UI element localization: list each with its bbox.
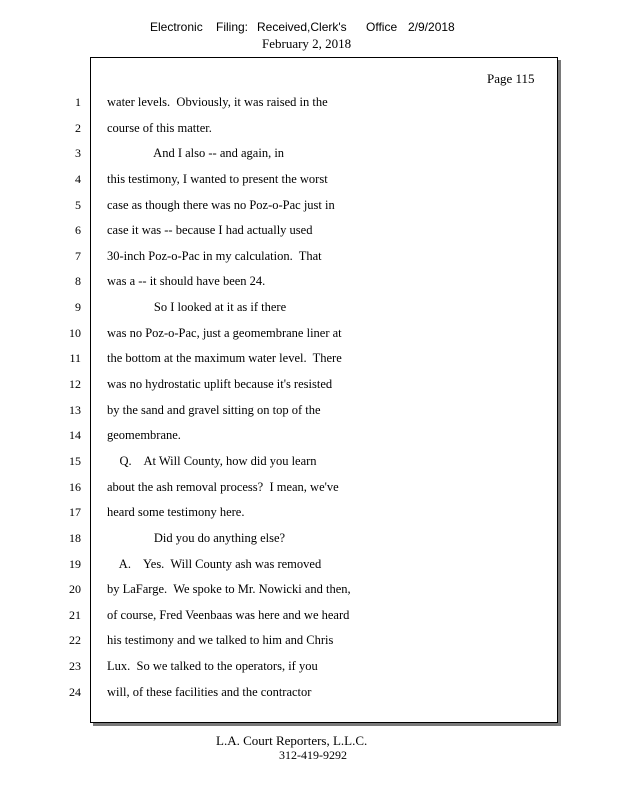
transcript-line [0, 683, 618, 709]
line-number: 8 [75, 274, 81, 289]
filing-stamp-received: Received,Clerk's [257, 20, 347, 34]
line-text: was no Poz-o-Pac, just a geomembrane liner at [107, 325, 342, 340]
line-text: 30-inch Poz-o-Pac in my calculation. That [107, 248, 322, 263]
line-number: 9 [75, 300, 81, 315]
line-text: this testimony, I wanted to present the worst [107, 171, 328, 186]
line-text: course of this matter. [107, 120, 212, 135]
line-number: 23 [69, 659, 81, 674]
line-number: 6 [75, 223, 81, 238]
line-text: by the sand and gravel sitting on top of the [107, 402, 321, 417]
transcript-line [0, 93, 618, 119]
filing-stamp-date: 2/9/2018 [408, 20, 455, 34]
line-text: about the ash removal process? I mean, we've [107, 479, 339, 494]
line-text: Did you do anything else? [107, 530, 286, 545]
line-number: 12 [69, 377, 81, 392]
transcript-line [0, 119, 618, 145]
line-number: 3 [75, 146, 81, 161]
transcript-line [0, 555, 618, 581]
filing-stamp-electronic: Electronic [150, 20, 203, 34]
line-number: 19 [69, 556, 81, 571]
transcript-line [0, 478, 618, 504]
transcript-line [0, 221, 618, 247]
line-text: Lux. So we talked to the operators, if you [107, 659, 318, 674]
line-number: 17 [69, 505, 81, 520]
line-number: 14 [69, 428, 81, 443]
transcript-line [0, 452, 618, 478]
transcript-line [0, 657, 618, 683]
line-text: A. Yes. Will County ash was removed [107, 556, 322, 571]
transcript-line [0, 631, 618, 657]
line-number: 2 [75, 120, 81, 135]
filing-stamp-office: Office [366, 20, 398, 34]
line-text: water levels. Obviously, it was raised in the [107, 95, 328, 109]
line-number: 5 [75, 197, 81, 212]
line-text: So I looked at it as if there [107, 300, 287, 315]
transcript-line [0, 580, 618, 606]
line-text: will, of these facilities and the contractor [107, 684, 312, 699]
line-text: the bottom at the maximum water level. There [107, 351, 342, 366]
line-number: 16 [69, 479, 81, 494]
transcript-line [0, 247, 618, 273]
line-number: 10 [69, 325, 81, 340]
transcript-line [0, 170, 618, 196]
page-number: Page 115 [487, 71, 535, 86]
line-number: 7 [75, 248, 81, 263]
transcript-line [0, 349, 618, 375]
line-text: was a -- it should have been 24. [107, 274, 266, 289]
line-text: was no hydrostatic uplift because it's resisted [107, 377, 333, 392]
transcript-line [0, 298, 618, 324]
transcript-line [0, 144, 618, 170]
line-text: heard some testimony here. [107, 505, 245, 520]
line-text: case as though there was no Poz-o-Pac just in [107, 197, 335, 212]
transcript-lines [0, 93, 618, 708]
transcript-line [0, 529, 618, 555]
line-number: 18 [69, 530, 81, 545]
transcript-line [0, 426, 618, 452]
footer-phone: 312-419-9292 [279, 748, 347, 762]
transcript-line [0, 606, 618, 632]
line-number: 22 [69, 633, 81, 648]
line-number: 11 [69, 351, 81, 366]
line-text: Q. At Will County, how did you learn [107, 453, 317, 468]
line-text: case it was -- because I had actually used [107, 223, 313, 238]
line-text: his testimony and we talked to him and Chris [107, 633, 334, 648]
transcript-line [0, 375, 618, 401]
line-text: geomembrane. [107, 428, 181, 443]
line-number: 24 [69, 684, 81, 699]
filing-date: February 2, 2018 [262, 36, 352, 51]
transcript-line [0, 503, 618, 529]
footer-company: L.A. Court Reporters, L.L.C. [216, 733, 368, 748]
line-number: 20 [69, 582, 81, 597]
transcript-line [0, 196, 618, 222]
line-number: 15 [69, 453, 81, 468]
transcript-line [0, 272, 618, 298]
filing-stamp-filing: Filing: [216, 20, 249, 34]
line-text: of course, Fred Veenbaas was here and we heard [107, 607, 350, 622]
line-number: 1 [75, 95, 81, 109]
line-text: And I also -- and again, in [107, 146, 285, 161]
transcript-line [0, 401, 618, 427]
line-number: 21 [69, 607, 81, 622]
line-number: 13 [69, 402, 81, 417]
transcript-line [0, 324, 618, 350]
line-text: by LaFarge. We spoke to Mr. Nowicki and then, [107, 582, 351, 597]
line-number: 4 [75, 171, 81, 186]
